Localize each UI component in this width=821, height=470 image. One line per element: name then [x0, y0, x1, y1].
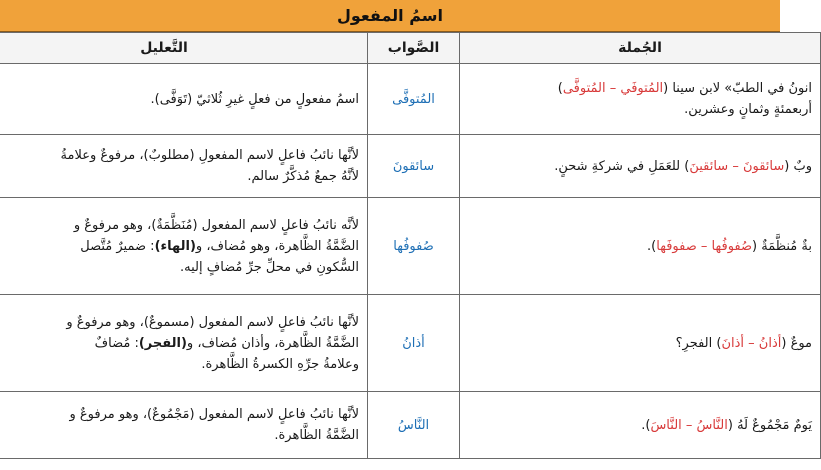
answer-cell: أذانُ [368, 295, 460, 392]
reason-cell: لأنَّها نائبُ فاعلٍ لاسم المفعولِ (مطلوبٌ)، مرفوعٌ وعلامةُ لأنَّهُ جمعٌ مُذكَّرٌ سالم. [0, 135, 368, 198]
reason-cell: اسمُ مفعولٍ من فعلٍ غيرِ ثُلاثيّ (تَوَفَّى). [0, 64, 368, 135]
option-2: أذانَ [721, 335, 745, 351]
header-row [0, 33, 821, 64]
option-2: المُتوفَّى [562, 81, 606, 96]
reason-cell: لأنَّه نائبُ فاعلٍ لاسم المفعول (مُنَظَّمَةٌ)، وهو مرفوعٌ و الضَّمَّةُ الظَّاهرة، وهو مُضاف، و(الهاء): ضميرٌ مُتَّصل السُّكونِ في محلِّ جرِّ مُضافٍ إليه. [0, 198, 368, 295]
answer-cell: النَّاسُ [368, 392, 460, 459]
answer-cell: صُفوفُها [368, 198, 460, 295]
sentence-cell [460, 198, 821, 295]
sentence-cell [460, 392, 821, 459]
sentence-line: انونُ في الطبّ» لابن سينا (المُتوفَي – المُتوفَّى) [557, 81, 812, 96]
option-2: سائقينَ [689, 158, 729, 174]
sentence-line: يَومٌ مَجْمُوعٌ لَهُ (النَّاسُ – النَّاسَ). [641, 417, 812, 433]
reason-cell: لأنَّها نائبُ فاعلٍ لاسم المفعول (مَجْمُوعٌ)، وهو مرفوعٌ و الضَّمَّةُ الظَّاهرة. [0, 392, 368, 459]
sentence-line-2: أربعمئةٍ وثمانٍ وعشرين. [684, 102, 812, 117]
option-2: النَّاسَ [650, 417, 682, 433]
option-1: سائقونَ [742, 158, 785, 174]
sentence-cell [460, 135, 821, 198]
answer-cell: المُتوفَّى [368, 64, 460, 135]
grammar-table [0, 32, 821, 459]
answer-cell: سائقونَ [368, 135, 460, 198]
table-row [0, 392, 821, 459]
header-reason: التَّعليل [0, 33, 368, 64]
table-title: اسمُ المفعول [0, 0, 780, 32]
header-answer: الصَّواب [368, 33, 460, 64]
option-1: المُتوفَي [620, 81, 664, 96]
sentence-line: وبٌ (سائقونَ – سائقينَ) للعَمَلِ في شركةِ شحنٍ. [554, 158, 812, 174]
option-1: النَّاسُ [696, 417, 728, 433]
option-2: صفوفَها [656, 238, 697, 254]
sentence-cell [460, 64, 821, 135]
header-sentence: الجُملة [460, 33, 821, 64]
table-row [0, 64, 821, 135]
sentence-cell [460, 295, 821, 392]
reason-cell: لأنَّها نائبُ فاعلٍ لاسم المفعول (مسموعٌ)، وهو مرفوعٌ و الضَّمَّةُ الظَّاهرة، وأذان مُضاف، و(الفجر): مُضافٌ وعلامةُ جرِّهِ الكسرةُ الظَّاهرة. [0, 295, 368, 392]
sentence-line: بةٌ مُنظَّمَةٌ (صُفوفُها – صفوفَها). [647, 238, 812, 254]
sentence-line: موعٌ (أذانُ – أذانَ) الفجرِ؟ [675, 335, 812, 351]
option-1: أذانُ [758, 335, 782, 351]
option-1: صُفوفُها [711, 238, 753, 254]
table-row [0, 295, 821, 392]
table-row [0, 198, 821, 295]
table-row [0, 135, 821, 198]
